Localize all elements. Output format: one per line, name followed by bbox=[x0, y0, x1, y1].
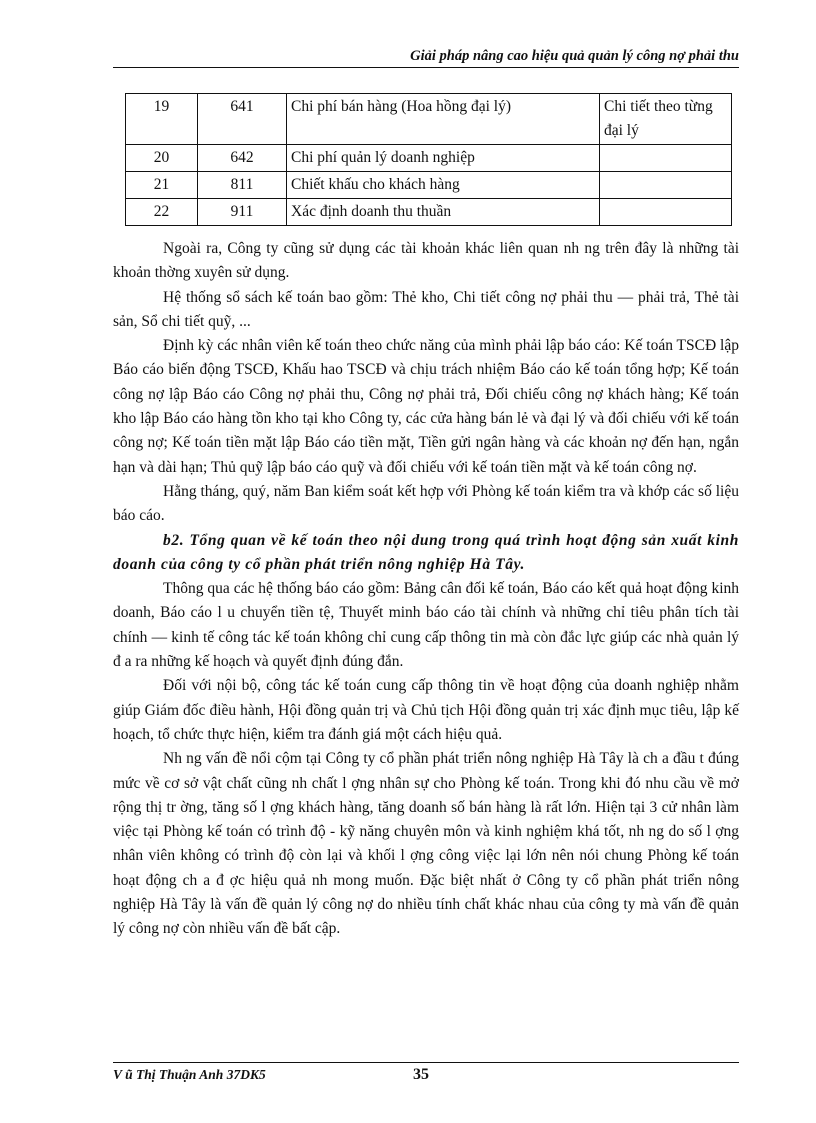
page-number: 35 bbox=[413, 1066, 429, 1083]
paragraph-report-system: Thông qua các hệ thống báo cáo gồm: Bảng cân đối kế toán, Báo cáo kết quả hoạt động kinh doanh, Báo cáo l u chuyển tiền tệ, Thuyết minh báo cáo tài chính và những chỉ tiêu phân tích tài chính — kinh tế công tác kế toán không chỉ cung cấp thông tin mà còn đắc lực giúp các nhà quản lý đ a ra những kế hoạch và quyết định đúng đắn. bbox=[113, 580, 739, 671]
table-row bbox=[126, 145, 732, 172]
paragraph-bookkeeping: Hệ thống sổ sách kế toán bao gồm: Thẻ kho, Chi tiết công nợ phải thu — phải trả, Thẻ tài sản, Sổ chi tiết quỹ, ... bbox=[113, 288, 739, 330]
paragraph-monthly-check: Hằng tháng, quý, năm Ban kiểm soát kết hợp với Phòng kế toán kiểm tra và khớp các số liệu báo cáo. bbox=[113, 482, 739, 525]
footer-rule bbox=[113, 1062, 739, 1063]
row-number: 19 bbox=[126, 94, 198, 145]
row-number: 20 bbox=[126, 145, 198, 172]
account-note bbox=[600, 145, 732, 172]
table-row bbox=[126, 94, 732, 145]
running-header: Giải pháp nâng cao hiệu quả quản lý công nợ phải thu bbox=[410, 48, 739, 64]
account-name: Chi phí bán hàng (Hoa hồng đại lý) bbox=[287, 94, 600, 145]
paragraph-other-accounts: Ngoài ra, Công ty cũng sử dụng các tài khoản khác liên quan nh ng trên đây là những tài khoản thờng xuyên sử dụng. bbox=[113, 240, 739, 282]
account-code: 911 bbox=[198, 199, 287, 226]
footer-author: V ũ Thị Thuận Anh 37DK5 bbox=[113, 1067, 266, 1082]
account-name: Chiết khấu cho khách hàng bbox=[287, 172, 600, 199]
row-number: 21 bbox=[126, 172, 198, 199]
paragraph-periodic-reports: Định kỳ các nhân viên kế toán theo chức năng của mình phải lập báo cáo: Kế toán TSCĐ lập Báo cáo biến động TSCĐ, Khấu hao TSCĐ và chịu trách nhiệm Báo cáo kế toán tổng hợp; Kế toán công nợ lập Báo cáo Công nợ phải thu, Công nợ phải trả, Đối chiếu công nợ khách hàng; Kế toán kho lập Báo cáo hàng tồn kho tại kho Công ty, các cửa hàng bán lẻ và đại lý và đối chiếu với kế toán công nợ; Kế toán tiền mặt lập Báo cáo tiền mặt, Tiền gửi ngân hàng và các khoản nợ đến hạn, ngắn hạn và dài hạn; Thủ quỹ lập báo cáo quỹ và đối chiếu với kế toán tiền mặt và kế toán công nợ. bbox=[113, 337, 739, 476]
row-number: 22 bbox=[126, 199, 198, 226]
account-note bbox=[600, 172, 732, 199]
account-code: 641 bbox=[198, 94, 287, 145]
paragraph-internal: Đối với nội bộ, công tác kế toán cung cấp thông tin về hoạt động của doanh nghiệp nhằm giúp Giám đốc điều hành, Hội đồng quản trị và Chủ tịch Hội đồng quản trị xác định mục tiêu, lập kế hoạch, tổ chức thực hiện, kiểm tra đánh giá một cách hiệu quả. bbox=[113, 677, 739, 743]
body-text bbox=[113, 237, 739, 942]
account-note bbox=[600, 199, 732, 226]
account-name: Chi phí quản lý doanh nghiệp bbox=[287, 145, 600, 172]
section-heading-b2: b2. Tổng quan về kế toán theo nội dung trong quá trình hoạt động sản xuất kinh doanh của công ty cổ phần phát triển nông nghiệp Hà Tây. bbox=[113, 531, 739, 573]
table-row bbox=[126, 199, 732, 226]
account-note: Chi tiết theo từng đại lý bbox=[600, 94, 732, 145]
account-code: 642 bbox=[198, 145, 287, 172]
account-name: Xác định doanh thu thuần bbox=[287, 199, 600, 226]
account-table bbox=[125, 93, 732, 226]
header-rule bbox=[113, 67, 739, 68]
paragraph-issues: Nh ng vấn đề nổi cộm tại Công ty cổ phần phát triển nông nghiệp Hà Tây là ch a đầu t đúng mức về cơ sở vật chất cũng nh chất l ợng nhân sự cho Phòng kế toán. Trong khi đó nhu cầu về mở rộng thị tr ờng, tăng số l ợng khách hàng, tăng doanh số bán hàng là rất lớn. Hiện tại 3 cử nhân làm việc tại Phòng kế toán có trình độ - kỹ năng chuyên môn và kinh nghiệm khá tốt, nh ng do số l ợng nhân viên không có trình độ còn lại và khối l ợng công việc lại lớn nên nói chung Phòng kế toán hoạt động ch a đ ợc hiệu quả nh mong muốn. Đặc biệt nhất ở Công ty cổ phần phát triển nông nghiệp Hà Tây là vấn đề quản lý công nợ do nhiều tính chất khác nhau của công ty mà vấn đề quản lý công nợ còn nhiều vấn đề bất cập. bbox=[113, 750, 739, 938]
table-row bbox=[126, 172, 732, 199]
account-code: 811 bbox=[198, 172, 287, 199]
